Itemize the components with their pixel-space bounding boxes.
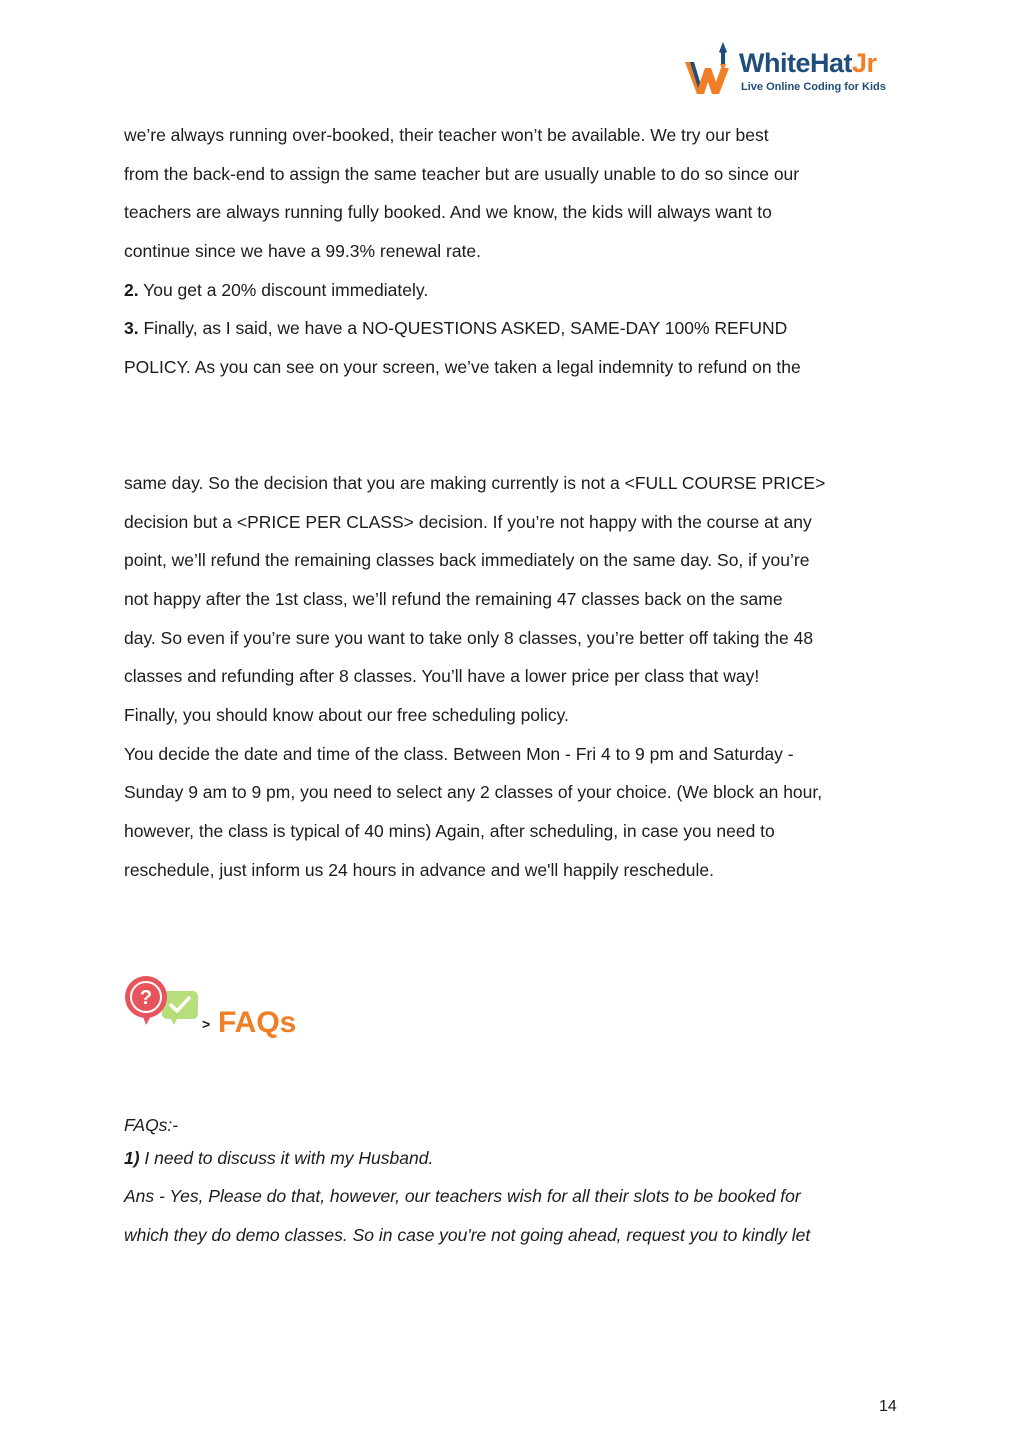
faq-arrow: > [202, 1016, 211, 1032]
body-line: POLICY. As you can see on your screen, we’ve taken a legal indemnity to refund on the [124, 357, 801, 377]
question-number: 1) [124, 1148, 140, 1168]
body-line: Sunday 9 am to 9 pm, you need to select any 2 classes of your choice. (We block an hour, [124, 782, 823, 802]
whitehat-rocket-w-icon [683, 40, 735, 96]
svg-text:?: ? [139, 987, 153, 1009]
point-2 [124, 278, 428, 302]
point-number: 2. [124, 280, 139, 300]
point-number: 3. [124, 318, 139, 338]
faq-chat-icon [124, 973, 200, 1029]
body-line: reschedule, just inform us 24 hours in advance and we'll happily reschedule. [124, 860, 714, 880]
body-line: You decide the date and time of the class. Between Mon - Fri 4 to 9 pm and Saturday - [124, 744, 794, 764]
whitehat-jr-logo [683, 40, 897, 96]
body-line: decision but a <PRICE PER CLASS> decision. If you’re not happy with the course at any [124, 512, 812, 532]
body-line: classes and refunding after 8 classes. You’ll have a lower price per class that way! [124, 666, 760, 686]
point-text: You get a 20% discount immediately. [138, 280, 429, 300]
faq-answer-line: Ans - Yes, Please do that, however, our teachers wish for all their slots to be booked for [124, 1186, 801, 1206]
body-line: teachers are always running fully booked. And we know, the kids will always want to [124, 202, 772, 222]
page-number: 14 [879, 1398, 897, 1415]
question-text: I need to discuss it with my Husband. [139, 1148, 434, 1168]
body-line: day. So even if you’re sure you want to take only 8 classes, you’re better off taking the 48 [124, 628, 814, 648]
faq-section-title: FAQs [218, 1006, 297, 1039]
body-line: continue since we have a 99.3% renewal rate. [124, 241, 482, 261]
body-line: from the back-end to assign the same teacher but are usually unable to do so since our [124, 164, 800, 184]
brand-tagline: Live Online Coding for Kids [741, 81, 886, 93]
body-line: we’re always running over-booked, their teacher won’t be available. We try our best [124, 125, 769, 145]
faq-intro: FAQs:- [124, 1115, 179, 1135]
body-line: Finally, you should know about our free scheduling policy. [124, 705, 569, 725]
faq-question-1 [124, 1146, 433, 1170]
point-text: Finally, as I said, we have a NO-QUESTIONS ASKED, SAME-DAY 100% REFUND [138, 318, 788, 338]
body-line: same day. So the decision that you are making currently is not a <FULL COURSE PRICE> [124, 473, 826, 493]
body-line: however, the class is typical of 40 mins) Again, after scheduling, in case you need to [124, 821, 775, 841]
faq-answer-line: which they do demo classes. So in case you're not going ahead, request you to kindly let [124, 1225, 811, 1245]
body-line: not happy after the 1st class, we’ll refund the remaining 47 classes back on the same [124, 589, 783, 609]
body-line: point, we’ll refund the remaining classes back immediately on the same day. So, if you’re [124, 550, 810, 570]
brand-name: WhiteHatJr [739, 48, 877, 78]
point-3 [124, 316, 787, 340]
